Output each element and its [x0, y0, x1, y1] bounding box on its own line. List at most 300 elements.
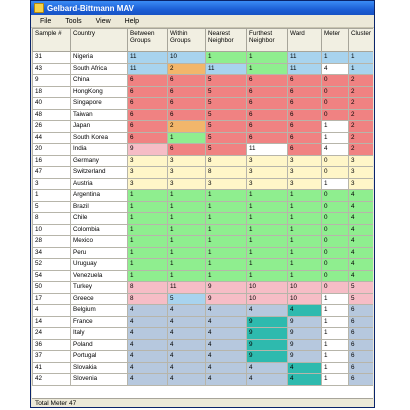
cell-between-groups[interactable]: 6: [128, 109, 168, 121]
table-row[interactable]: [33, 316, 374, 328]
cell-cluster[interactable]: 1: [349, 63, 374, 75]
cell-sample[interactable]: 48: [33, 109, 71, 121]
cell-sample[interactable]: 3: [33, 178, 71, 190]
cell-nearest-neighbor[interactable]: 5: [206, 86, 247, 98]
cell-furthest-neighbor[interactable]: 6: [247, 109, 288, 121]
cell-within-groups[interactable]: 1: [168, 190, 206, 202]
col-header-nearest-neighbor[interactable]: Nearest Neighbor: [206, 29, 247, 52]
cell-meter[interactable]: 1: [322, 339, 349, 351]
cell-between-groups[interactable]: 8: [128, 293, 168, 305]
table-row[interactable]: [33, 224, 374, 236]
cell-country[interactable]: Greece: [71, 293, 128, 305]
cell-nearest-neighbor[interactable]: 1: [206, 236, 247, 248]
cell-meter[interactable]: 4: [322, 144, 349, 156]
cell-meter[interactable]: 0: [322, 190, 349, 202]
cell-nearest-neighbor[interactable]: 5: [206, 98, 247, 110]
cell-within-groups[interactable]: 4: [168, 339, 206, 351]
cell-meter[interactable]: 0: [322, 224, 349, 236]
cell-within-groups[interactable]: 4: [168, 351, 206, 363]
cell-cluster[interactable]: 6: [349, 328, 374, 340]
cell-nearest-neighbor[interactable]: 5: [206, 109, 247, 121]
cell-country[interactable]: South Africa: [71, 63, 128, 75]
cell-cluster[interactable]: 4: [349, 190, 374, 202]
cell-furthest-neighbor[interactable]: 1: [247, 270, 288, 282]
cell-nearest-neighbor[interactable]: 9: [206, 282, 247, 294]
cell-within-groups[interactable]: 1: [168, 247, 206, 259]
cell-between-groups[interactable]: 9: [128, 144, 168, 156]
cell-ward[interactable]: 6: [288, 86, 322, 98]
cell-furthest-neighbor[interactable]: 6: [247, 75, 288, 87]
cell-meter[interactable]: 1: [322, 362, 349, 374]
cell-between-groups[interactable]: 1: [128, 201, 168, 213]
cell-between-groups[interactable]: 4: [128, 328, 168, 340]
cell-sample[interactable]: 52: [33, 259, 71, 271]
cell-sample[interactable]: 9: [33, 75, 71, 87]
cell-ward[interactable]: 4: [288, 305, 322, 317]
cell-furthest-neighbor[interactable]: 6: [247, 132, 288, 144]
cell-between-groups[interactable]: 6: [128, 75, 168, 87]
cell-meter[interactable]: 0: [322, 109, 349, 121]
cell-cluster[interactable]: 1: [349, 52, 374, 64]
cell-between-groups[interactable]: 8: [128, 282, 168, 294]
col-header-meter[interactable]: Meter: [322, 29, 349, 52]
cell-country[interactable]: Turkey: [71, 282, 128, 294]
table-row[interactable]: [33, 351, 374, 363]
cell-between-groups[interactable]: 4: [128, 374, 168, 386]
cell-ward[interactable]: 9: [288, 339, 322, 351]
cell-cluster[interactable]: 3: [349, 178, 374, 190]
cell-between-groups[interactable]: 4: [128, 305, 168, 317]
cell-sample[interactable]: 8: [33, 213, 71, 225]
cell-between-groups[interactable]: 6: [128, 98, 168, 110]
cell-meter[interactable]: 1: [322, 305, 349, 317]
cell-sample[interactable]: 42: [33, 374, 71, 386]
cell-nearest-neighbor[interactable]: 1: [206, 247, 247, 259]
cell-ward[interactable]: 1: [288, 190, 322, 202]
table-row[interactable]: [33, 247, 374, 259]
cell-sample[interactable]: 50: [33, 282, 71, 294]
cell-furthest-neighbor[interactable]: 4: [247, 374, 288, 386]
cell-within-groups[interactable]: 1: [168, 132, 206, 144]
cell-ward[interactable]: 4: [288, 374, 322, 386]
cell-country[interactable]: Slovenia: [71, 374, 128, 386]
cell-cluster[interactable]: 2: [349, 86, 374, 98]
cell-meter[interactable]: 4: [322, 63, 349, 75]
cell-sample[interactable]: 24: [33, 328, 71, 340]
col-header-country[interactable]: Country: [71, 29, 128, 52]
cell-sample[interactable]: 28: [33, 236, 71, 248]
cell-nearest-neighbor[interactable]: 5: [206, 132, 247, 144]
table-row[interactable]: [33, 362, 374, 374]
cell-country[interactable]: Portugal: [71, 351, 128, 363]
cell-country[interactable]: China: [71, 75, 128, 87]
cell-ward[interactable]: 6: [288, 109, 322, 121]
cell-cluster[interactable]: 2: [349, 75, 374, 87]
table-row[interactable]: [33, 270, 374, 282]
table-row[interactable]: [33, 201, 374, 213]
cell-between-groups[interactable]: 1: [128, 224, 168, 236]
cell-cluster[interactable]: 4: [349, 259, 374, 271]
cell-country[interactable]: Nigeria: [71, 52, 128, 64]
cell-sample[interactable]: 36: [33, 339, 71, 351]
cell-nearest-neighbor[interactable]: 4: [206, 362, 247, 374]
cell-ward[interactable]: 10: [288, 293, 322, 305]
cell-within-groups[interactable]: 4: [168, 374, 206, 386]
cell-country[interactable]: Japan: [71, 121, 128, 133]
cell-nearest-neighbor[interactable]: 9: [206, 293, 247, 305]
title-bar[interactable]: [31, 1, 374, 15]
cell-nearest-neighbor[interactable]: 11: [206, 63, 247, 75]
cell-within-groups[interactable]: 2: [168, 63, 206, 75]
cell-country[interactable]: Chile: [71, 213, 128, 225]
cell-within-groups[interactable]: 4: [168, 305, 206, 317]
cell-sample[interactable]: 4: [33, 305, 71, 317]
cell-cluster[interactable]: 4: [349, 247, 374, 259]
cell-cluster[interactable]: 3: [349, 167, 374, 179]
cell-country[interactable]: South Korea: [71, 132, 128, 144]
cell-country[interactable]: Germany: [71, 155, 128, 167]
cell-ward[interactable]: 1: [288, 247, 322, 259]
cell-within-groups[interactable]: 4: [168, 362, 206, 374]
cell-country[interactable]: Poland: [71, 339, 128, 351]
table-row[interactable]: [33, 213, 374, 225]
cell-meter[interactable]: 0: [322, 155, 349, 167]
cell-meter[interactable]: 1: [322, 374, 349, 386]
table-row[interactable]: [33, 86, 374, 98]
cell-ward[interactable]: 9: [288, 316, 322, 328]
cell-meter[interactable]: 0: [322, 213, 349, 225]
cell-cluster[interactable]: 6: [349, 351, 374, 363]
cell-furthest-neighbor[interactable]: 4: [247, 362, 288, 374]
cell-sample[interactable]: 10: [33, 224, 71, 236]
cell-sample[interactable]: 34: [33, 247, 71, 259]
cell-country[interactable]: Austria: [71, 178, 128, 190]
cell-between-groups[interactable]: 1: [128, 247, 168, 259]
cell-within-groups[interactable]: 3: [168, 178, 206, 190]
cell-between-groups[interactable]: 4: [128, 339, 168, 351]
cell-country[interactable]: Colombia: [71, 224, 128, 236]
table-row[interactable]: [33, 167, 374, 179]
cell-ward[interactable]: 1: [288, 224, 322, 236]
cell-furthest-neighbor[interactable]: 1: [247, 247, 288, 259]
cell-ward[interactable]: 11: [288, 52, 322, 64]
cell-ward[interactable]: 3: [288, 167, 322, 179]
cell-furthest-neighbor[interactable]: 1: [247, 201, 288, 213]
cell-nearest-neighbor[interactable]: 3: [206, 178, 247, 190]
cell-meter[interactable]: 1: [322, 293, 349, 305]
cell-within-groups[interactable]: 6: [168, 109, 206, 121]
cell-nearest-neighbor[interactable]: 4: [206, 374, 247, 386]
cell-sample[interactable]: 20: [33, 144, 71, 156]
cell-meter[interactable]: 0: [322, 270, 349, 282]
cell-furthest-neighbor[interactable]: 9: [247, 328, 288, 340]
cell-within-groups[interactable]: 6: [168, 98, 206, 110]
table-row[interactable]: [33, 75, 374, 87]
cell-furthest-neighbor[interactable]: 1: [247, 236, 288, 248]
table-row[interactable]: [33, 236, 374, 248]
cell-within-groups[interactable]: 5: [168, 293, 206, 305]
cell-between-groups[interactable]: 3: [128, 155, 168, 167]
cell-meter[interactable]: 0: [322, 236, 349, 248]
cell-ward[interactable]: 10: [288, 282, 322, 294]
cell-furthest-neighbor[interactable]: 9: [247, 339, 288, 351]
cell-between-groups[interactable]: 3: [128, 178, 168, 190]
cell-between-groups[interactable]: 1: [128, 270, 168, 282]
cell-within-groups[interactable]: 3: [168, 155, 206, 167]
cell-cluster[interactable]: 5: [349, 282, 374, 294]
cell-sample[interactable]: 1: [33, 190, 71, 202]
table-row[interactable]: [33, 259, 374, 271]
table-row[interactable]: [33, 178, 374, 190]
cell-ward[interactable]: 1: [288, 270, 322, 282]
cell-between-groups[interactable]: 11: [128, 63, 168, 75]
cell-nearest-neighbor[interactable]: 1: [206, 201, 247, 213]
cell-ward[interactable]: 6: [288, 98, 322, 110]
cell-nearest-neighbor[interactable]: 1: [206, 213, 247, 225]
cell-country[interactable]: Uruguay: [71, 259, 128, 271]
cell-ward[interactable]: 1: [288, 236, 322, 248]
cell-nearest-neighbor[interactable]: 4: [206, 305, 247, 317]
cell-meter[interactable]: 0: [322, 259, 349, 271]
cell-between-groups[interactable]: 1: [128, 236, 168, 248]
cell-within-groups[interactable]: 3: [168, 167, 206, 179]
table-row[interactable]: [33, 374, 374, 386]
cell-within-groups[interactable]: 6: [168, 75, 206, 87]
table-row[interactable]: [33, 305, 374, 317]
cell-sample[interactable]: 40: [33, 98, 71, 110]
cell-furthest-neighbor[interactable]: 1: [247, 213, 288, 225]
cell-country[interactable]: Venezuela: [71, 270, 128, 282]
cell-country[interactable]: HongKong: [71, 86, 128, 98]
cell-within-groups[interactable]: 1: [168, 236, 206, 248]
cell-cluster[interactable]: 4: [349, 270, 374, 282]
cell-nearest-neighbor[interactable]: 4: [206, 316, 247, 328]
cell-furthest-neighbor[interactable]: 10: [247, 282, 288, 294]
cell-meter[interactable]: 1: [322, 121, 349, 133]
cell-sample[interactable]: 14: [33, 316, 71, 328]
cell-sample[interactable]: 47: [33, 167, 71, 179]
cell-furthest-neighbor[interactable]: 6: [247, 98, 288, 110]
cell-cluster[interactable]: 6: [349, 362, 374, 374]
cell-nearest-neighbor[interactable]: 8: [206, 167, 247, 179]
cell-within-groups[interactable]: 10: [168, 52, 206, 64]
menu-view[interactable]: View: [95, 17, 111, 25]
cell-sample[interactable]: 17: [33, 293, 71, 305]
cell-between-groups[interactable]: 4: [128, 316, 168, 328]
table-row[interactable]: [33, 52, 374, 64]
cell-within-groups[interactable]: 1: [168, 259, 206, 271]
cell-furthest-neighbor[interactable]: 4: [247, 305, 288, 317]
cell-nearest-neighbor[interactable]: 1: [206, 259, 247, 271]
cell-meter[interactable]: 0: [322, 282, 349, 294]
cell-sample[interactable]: 43: [33, 63, 71, 75]
cell-country[interactable]: Taiwan: [71, 109, 128, 121]
cell-sample[interactable]: 5: [33, 201, 71, 213]
cell-country[interactable]: India: [71, 144, 128, 156]
cell-sample[interactable]: 41: [33, 362, 71, 374]
cell-nearest-neighbor[interactable]: 4: [206, 328, 247, 340]
table-row[interactable]: [33, 328, 374, 340]
cell-furthest-neighbor[interactable]: 1: [247, 63, 288, 75]
cell-cluster[interactable]: 2: [349, 121, 374, 133]
cell-ward[interactable]: 4: [288, 362, 322, 374]
cell-meter[interactable]: 1: [322, 52, 349, 64]
table-row[interactable]: [33, 190, 374, 202]
cell-ward[interactable]: 1: [288, 201, 322, 213]
cell-ward[interactable]: 6: [288, 121, 322, 133]
cell-cluster[interactable]: 4: [349, 201, 374, 213]
cell-nearest-neighbor[interactable]: 1: [206, 224, 247, 236]
table-row[interactable]: [33, 121, 374, 133]
cell-country[interactable]: Mexico: [71, 236, 128, 248]
cell-within-groups[interactable]: 1: [168, 213, 206, 225]
cell-furthest-neighbor[interactable]: 6: [247, 121, 288, 133]
table-row[interactable]: [33, 155, 374, 167]
cell-nearest-neighbor[interactable]: 4: [206, 339, 247, 351]
cell-furthest-neighbor[interactable]: 3: [247, 155, 288, 167]
cell-between-groups[interactable]: 6: [128, 132, 168, 144]
cell-meter[interactable]: 0: [322, 201, 349, 213]
cell-sample[interactable]: 31: [33, 52, 71, 64]
col-header-ward[interactable]: Ward: [288, 29, 322, 52]
cell-within-groups[interactable]: 11: [168, 282, 206, 294]
cell-within-groups[interactable]: 1: [168, 270, 206, 282]
cell-meter[interactable]: 0: [322, 86, 349, 98]
cell-ward[interactable]: 6: [288, 144, 322, 156]
cell-furthest-neighbor[interactable]: 10: [247, 293, 288, 305]
cell-meter[interactable]: 0: [322, 167, 349, 179]
cell-ward[interactable]: 3: [288, 178, 322, 190]
table-row[interactable]: [33, 144, 374, 156]
cell-within-groups[interactable]: 2: [168, 121, 206, 133]
cell-within-groups[interactable]: 4: [168, 316, 206, 328]
col-header-sample[interactable]: Sample #: [33, 29, 71, 52]
cell-furthest-neighbor[interactable]: 9: [247, 351, 288, 363]
table-row[interactable]: [33, 282, 374, 294]
cell-cluster[interactable]: 4: [349, 236, 374, 248]
cell-between-groups[interactable]: 11: [128, 52, 168, 64]
cell-nearest-neighbor[interactable]: 1: [206, 190, 247, 202]
cell-between-groups[interactable]: 1: [128, 259, 168, 271]
cell-between-groups[interactable]: 6: [128, 121, 168, 133]
col-header-between-groups[interactable]: Between Groups: [128, 29, 168, 52]
cell-country[interactable]: Italy: [71, 328, 128, 340]
cell-within-groups[interactable]: 1: [168, 201, 206, 213]
col-header-furthest-neighbor[interactable]: Furthest Neighbor: [247, 29, 288, 52]
cell-country[interactable]: Switzerland: [71, 167, 128, 179]
menu-tools[interactable]: Tools: [65, 17, 82, 25]
cell-meter[interactable]: 1: [322, 316, 349, 328]
cell-between-groups[interactable]: 1: [128, 213, 168, 225]
cell-nearest-neighbor[interactable]: 4: [206, 351, 247, 363]
cell-country[interactable]: France: [71, 316, 128, 328]
cell-ward[interactable]: 6: [288, 132, 322, 144]
cell-furthest-neighbor[interactable]: 1: [247, 190, 288, 202]
cell-meter[interactable]: 1: [322, 328, 349, 340]
cell-cluster[interactable]: 2: [349, 109, 374, 121]
cell-cluster[interactable]: 4: [349, 224, 374, 236]
col-header-within-groups[interactable]: Within Groups: [168, 29, 206, 52]
cell-meter[interactable]: 0: [322, 75, 349, 87]
cell-nearest-neighbor[interactable]: 1: [206, 270, 247, 282]
cell-country[interactable]: Peru: [71, 247, 128, 259]
menu-file[interactable]: File: [40, 17, 52, 25]
cell-within-groups[interactable]: 6: [168, 144, 206, 156]
cell-cluster[interactable]: 6: [349, 374, 374, 386]
cell-between-groups[interactable]: 1: [128, 190, 168, 202]
cell-meter[interactable]: 1: [322, 132, 349, 144]
cell-country[interactable]: Argentina: [71, 190, 128, 202]
cell-nearest-neighbor[interactable]: 1: [206, 52, 247, 64]
cell-between-groups[interactable]: 4: [128, 351, 168, 363]
cell-nearest-neighbor[interactable]: 5: [206, 121, 247, 133]
cell-cluster[interactable]: 6: [349, 339, 374, 351]
cell-ward[interactable]: 11: [288, 63, 322, 75]
cell-between-groups[interactable]: 4: [128, 362, 168, 374]
cell-within-groups[interactable]: 6: [168, 86, 206, 98]
cell-country[interactable]: Singapore: [71, 98, 128, 110]
cell-furthest-neighbor[interactable]: 9: [247, 316, 288, 328]
cell-ward[interactable]: 1: [288, 259, 322, 271]
cell-nearest-neighbor[interactable]: 8: [206, 155, 247, 167]
cell-cluster[interactable]: 2: [349, 144, 374, 156]
cell-furthest-neighbor[interactable]: 3: [247, 167, 288, 179]
cell-meter[interactable]: 0: [322, 247, 349, 259]
cell-ward[interactable]: 3: [288, 155, 322, 167]
cell-furthest-neighbor[interactable]: 1: [247, 52, 288, 64]
cell-sample[interactable]: 26: [33, 121, 71, 133]
cell-ward[interactable]: 9: [288, 328, 322, 340]
cell-country[interactable]: Slovakia: [71, 362, 128, 374]
cell-nearest-neighbor[interactable]: 5: [206, 144, 247, 156]
cell-ward[interactable]: 6: [288, 75, 322, 87]
cell-between-groups[interactable]: 6: [128, 86, 168, 98]
table-row[interactable]: [33, 132, 374, 144]
cell-cluster[interactable]: 4: [349, 213, 374, 225]
menu-help[interactable]: Help: [124, 17, 140, 25]
cell-ward[interactable]: 9: [288, 351, 322, 363]
cell-furthest-neighbor[interactable]: 11: [247, 144, 288, 156]
cell-sample[interactable]: 16: [33, 155, 71, 167]
cell-within-groups[interactable]: 1: [168, 224, 206, 236]
cell-cluster[interactable]: 2: [349, 98, 374, 110]
table-row[interactable]: [33, 63, 374, 75]
cell-sample[interactable]: 54: [33, 270, 71, 282]
table-row[interactable]: [33, 98, 374, 110]
cell-sample[interactable]: 18: [33, 86, 71, 98]
cell-ward[interactable]: 1: [288, 213, 322, 225]
cell-cluster[interactable]: 5: [349, 293, 374, 305]
cell-furthest-neighbor[interactable]: 1: [247, 224, 288, 236]
cell-cluster[interactable]: 3: [349, 155, 374, 167]
cell-furthest-neighbor[interactable]: 6: [247, 86, 288, 98]
cell-sample[interactable]: 44: [33, 132, 71, 144]
cell-meter[interactable]: 1: [322, 351, 349, 363]
table-row[interactable]: [33, 109, 374, 121]
cell-cluster[interactable]: 6: [349, 316, 374, 328]
cell-cluster[interactable]: 2: [349, 132, 374, 144]
col-header-cluster[interactable]: Cluster: [349, 29, 374, 52]
table-row[interactable]: [33, 293, 374, 305]
cell-cluster[interactable]: 6: [349, 305, 374, 317]
cell-furthest-neighbor[interactable]: 3: [247, 178, 288, 190]
cell-meter[interactable]: 1: [322, 178, 349, 190]
cell-meter[interactable]: 0: [322, 98, 349, 110]
cell-within-groups[interactable]: 4: [168, 328, 206, 340]
cell-country[interactable]: Belgium: [71, 305, 128, 317]
cell-between-groups[interactable]: 3: [128, 167, 168, 179]
cell-sample[interactable]: 37: [33, 351, 71, 363]
